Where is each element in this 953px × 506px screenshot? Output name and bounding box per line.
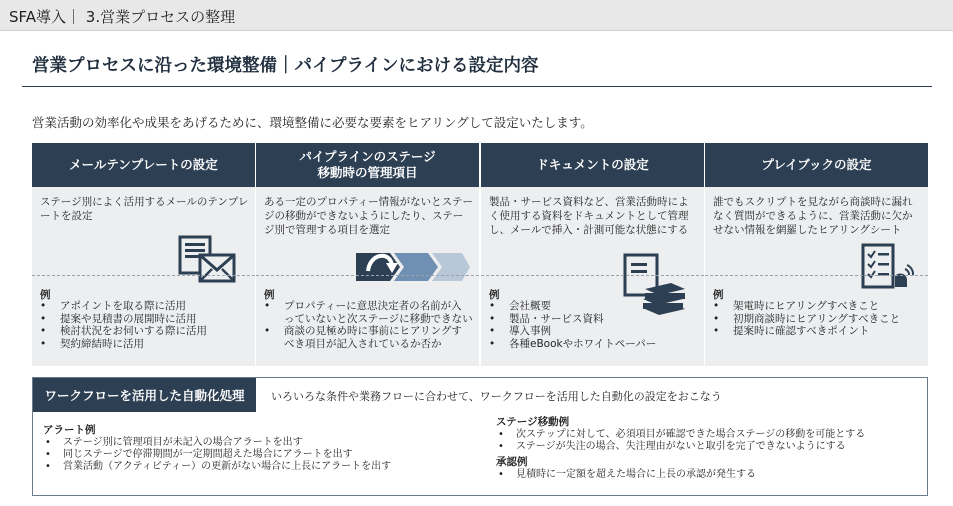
list-item: • 提案や見積書の展開時に活用 bbox=[40, 313, 251, 326]
card-body bbox=[32, 187, 255, 366]
example-list bbox=[40, 300, 251, 350]
card-divider bbox=[32, 275, 255, 276]
card-divider bbox=[705, 275, 928, 276]
list-item: • 同じステージで停滞期間が一定期間超えた場合にアラートを出す bbox=[43, 449, 391, 461]
card-body bbox=[256, 187, 479, 366]
list-item: • 提案時に確認すべきポイント bbox=[713, 325, 924, 338]
checklist-icon bbox=[859, 243, 915, 293]
list-item: • 初期商談時にヒアリングすべきこと bbox=[713, 313, 924, 326]
mail-document-icon bbox=[178, 235, 238, 285]
card-heading-line: パイプラインのステージ bbox=[299, 149, 436, 165]
list-item: • 導入事例 bbox=[489, 325, 700, 338]
list-item: • ステージ別に管理項目が未記入の場合アラートを出す bbox=[43, 437, 391, 449]
list-item: • 検討状況をお伺いする際に活用 bbox=[40, 325, 251, 338]
card-body bbox=[481, 187, 704, 366]
card-description: ステージ別によく活用するメールのテンプレートを設定 bbox=[40, 196, 249, 222]
card-divider bbox=[481, 275, 704, 276]
intro-text: 営業活動の効率化や成果をあげるために、環境整備に必要な要素をヒアリングして設定いたします。 bbox=[32, 115, 593, 130]
approval-title: 承認例 bbox=[496, 456, 528, 468]
card-heading bbox=[256, 143, 479, 187]
card-heading: メールテンプレートの設定 bbox=[32, 143, 255, 187]
stage-title: ステージ移動例 bbox=[496, 416, 570, 428]
alert-title: アラート例 bbox=[43, 424, 96, 436]
card-divider bbox=[256, 275, 479, 276]
list-item: • 会社概要 bbox=[489, 300, 700, 313]
list-item: • 契約締結時に活用 bbox=[40, 338, 251, 351]
card-body bbox=[705, 187, 928, 366]
card-description: ある一定のプロパティー情報がないとステージの移動ができないようにしたり、ステージ別で管理する項目を選定 bbox=[264, 196, 473, 236]
example-label: 例 bbox=[264, 289, 275, 301]
list-item: • 製品・サービス資料 bbox=[489, 313, 700, 326]
workflow-section bbox=[32, 377, 928, 496]
top-bar bbox=[0, 0, 953, 31]
page-title: 営業プロセスに沿った環境整備｜パイプラインにおける設定内容 bbox=[32, 56, 539, 76]
list-item: っていないと次ステージに移動できない bbox=[284, 312, 473, 325]
example-label: 例 bbox=[489, 289, 500, 301]
card-heading: プレイブックの設定 bbox=[705, 143, 928, 187]
list-item: • 営業活動（アクティビティー）の更新がない場合に上長にアラートを出す bbox=[43, 461, 391, 473]
list-item: • 見積時に一定額を超えた場合に上長の承認が発生する bbox=[496, 469, 865, 481]
title-divider bbox=[22, 86, 932, 87]
stage-move-examples bbox=[496, 416, 865, 481]
example-label: 例 bbox=[713, 289, 724, 301]
list-item: • 架電時にヒアリングすべきこと bbox=[713, 300, 924, 313]
example-list bbox=[264, 300, 475, 350]
example-list bbox=[489, 300, 700, 350]
card-document bbox=[481, 143, 704, 366]
list-item: • プロパティーに意思決定者の名前が入 bbox=[264, 300, 475, 313]
list-item: • ステージが失注の場合、失注理由がないと取引を完了できないようにする bbox=[496, 441, 865, 453]
card-heading-line: 移動時の管理項目 bbox=[317, 165, 418, 180]
card-heading: ドキュメントの設定 bbox=[481, 143, 704, 187]
pipeline-stage-icon bbox=[356, 249, 470, 283]
breadcrumb: SFA導入｜ 3.営業プロセスの整理 bbox=[9, 8, 236, 26]
list-item: • 次ステップに対して、必須項目が確認できた場合ステージの移動を可能とする bbox=[496, 429, 865, 441]
card-description: 誰でもスクリプトを見ながら商談時に漏れなく質問ができるように、営業活動に欠かせない情報を網羅したヒアリングシート bbox=[713, 196, 913, 236]
workflow-heading: ワークフローを活用した自動化処理 bbox=[33, 378, 256, 412]
list-item: • アポイントを取る際に活用 bbox=[40, 300, 251, 313]
alert-examples bbox=[43, 424, 391, 473]
example-label: 例 bbox=[40, 289, 51, 301]
card-playbook bbox=[705, 143, 928, 366]
workflow-description: いろいろな条件や業務フローに合わせて、ワークフローを活用した自動化の設定をおこなう bbox=[271, 390, 722, 403]
card-pipeline-stage bbox=[256, 143, 479, 366]
card-description: 製品・サービス資料など、営業活動時によく使用する資料をドキュメントとして管理し、メールで挿入・計測可能な状態にする bbox=[489, 196, 689, 236]
list-item: • 商談の見極め時に事前にヒアリングす bbox=[264, 325, 475, 338]
card-mail-template bbox=[32, 143, 255, 366]
example-list bbox=[713, 300, 924, 338]
list-item: べき項目が記入されているか否か bbox=[284, 337, 442, 350]
list-item: • 各種eBookやホワイトペーパー bbox=[489, 338, 700, 351]
